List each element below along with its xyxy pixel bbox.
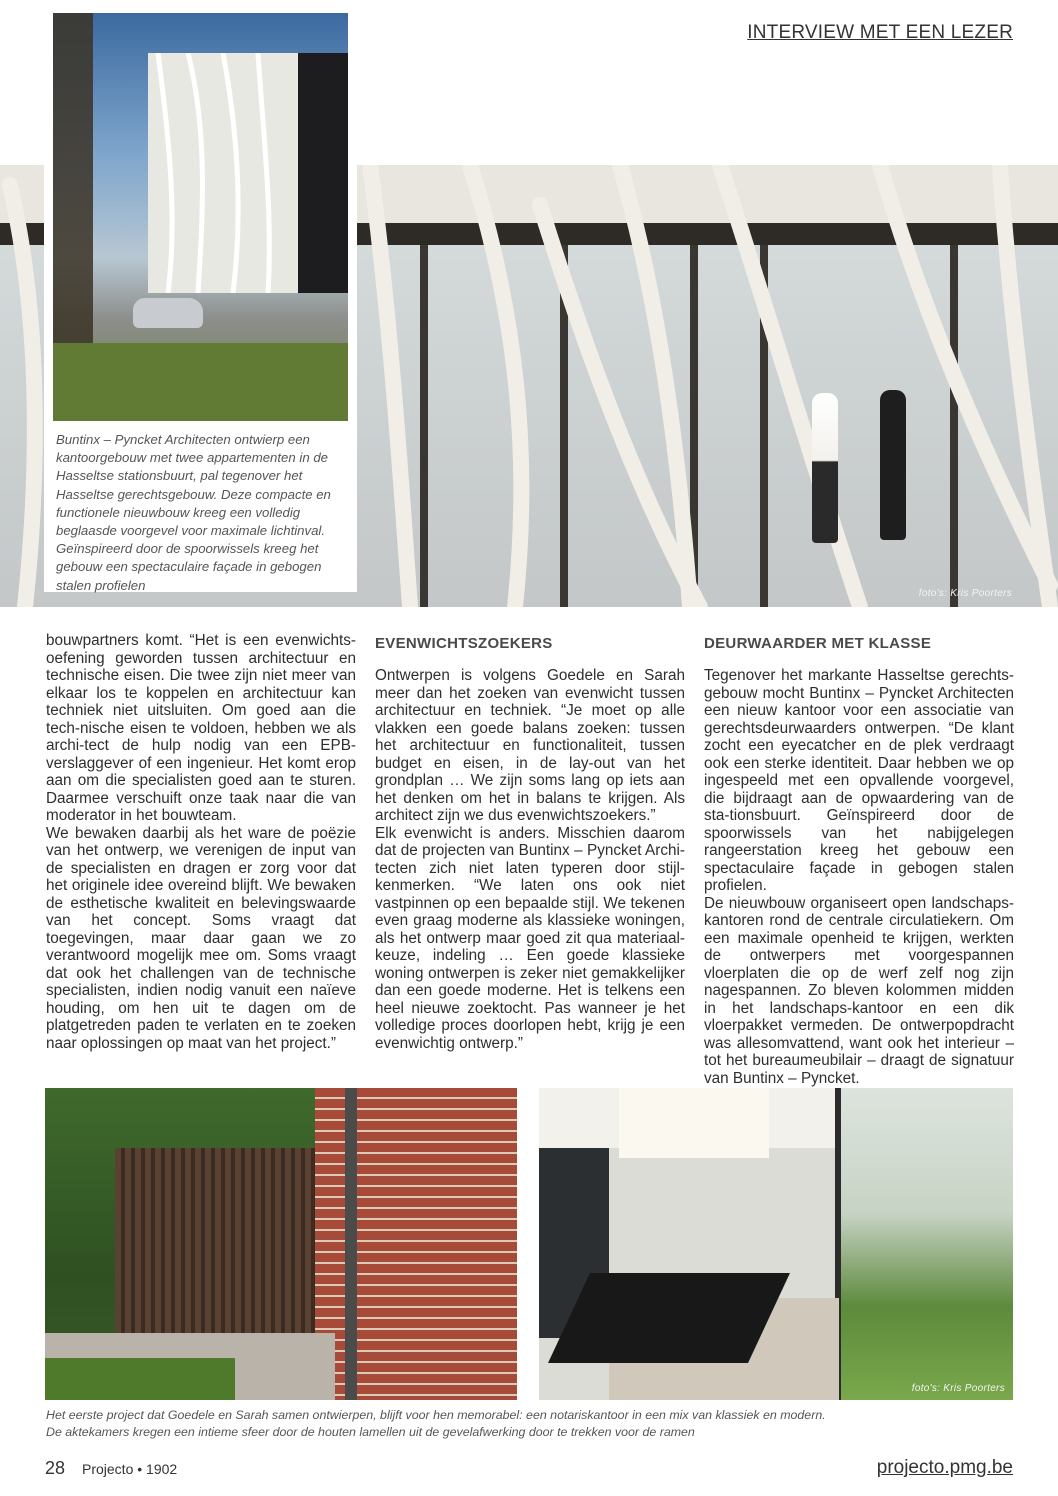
- facade-curved-profiles: [148, 53, 298, 293]
- page-number: 28: [45, 1458, 66, 1478]
- photo-credit: foto's: Kris Poorters: [911, 1383, 1005, 1394]
- section-heading: DEURWAARDER MET KLASSE: [704, 635, 932, 652]
- paragraph: Ontwerpen is volgens Goedele en Sarah meer dan het zoeken van evenwicht tussen architectuur en techniek. “Je moet op alle vlakken een goede balans zoeken: tussen het architectuur en functionaliteit, tussen budget en eisen, in de lay-out van het grondplan … We zijn soms lang op iets aan het denken om het in balans te krijgen. Als architect zijn we dus evenwichtszoekers.”: [375, 667, 685, 824]
- caption-line: Het eerste project dat Goedele en Sarah samen ontwierpen, blijft voor hen memorabel: een notariskantoor in een mix van klassiek en modern.: [46, 1408, 826, 1422]
- paragraph: bouwpartners komt. “Het is een evenwichts-oefening geworden tussen architectuur en technische eisen. Die twee zijn niet meer van elkaar los te koppelen en architectuur kan techniek niet uitsluiten. Om goed aan die tech-nische eisen te voldoen, hebben we als archi-tect de hulp nodig van een EPB-verslaggever of een ingenieur. Het komt erop aan om die specialisten goed aan te sturen. Daarmee verschuift onze taak naar die van moderator in het bouwteam.: [46, 632, 356, 824]
- caption-line: De aktekamers kregen een intieme sfeer door de houten lamellen uit de gevelafwerking door te trekken voor de ramen: [46, 1425, 695, 1439]
- magazine-issue: Projecto • 1902: [82, 1461, 178, 1477]
- hedge: [45, 1358, 235, 1400]
- paragraph: De nieuwbouw organiseert open landschaps-kantoren rond de centrale circulatiekern. Om een maximale openheid te krijgen, werkten de ontwerpers met voorgespannen vloerplaten die op de werf zelf nog zijn nagespannen. Zo bleven kolommen midden in het landschaps-kantoor en een dik vloerpakket vermeden. De ontwerpopdracht was allesomvattend, want ook het interieur – tot het bureaumeubilair – draagt de signatuur van Buntinx – Pyncket.: [704, 894, 1014, 1087]
- building-side: [298, 53, 348, 293]
- grass: [53, 343, 348, 421]
- section-heading: EVENWICHTSZOEKERS: [375, 635, 553, 652]
- inset-caption: Buntinx – Pyncket Architecten ontwierp een kantoorgebouw met twee appartementen in de Hasseltse stationsbuurt, pal tegenover het Hasseltse gerechtsgebouw. Deze compacte en functionele nieuwbouw kreeg een volledig beglaasde voorgevel voor maximale lichtinval. Geïnspireerd door de spoorwissels kreeg het gebouw een spectaculaire façade in gebogen stalen profielen: [56, 432, 331, 593]
- black-table: [548, 1273, 790, 1363]
- drainpipe: [345, 1088, 357, 1400]
- paragraph: We bewaken daarbij als het ware de poëzie van het ontwerp, we verenigen de input van de specialisten en dragen er zorg voor dat het originele idee overeind blijft. We bewaken de esthetische kwaliteit en belevingswaarde van het concept. Soms vraagt dat toegevingen, maar daar gaan we zo verantwoord mogelijk mee om. Soms vraagt dat ook het challengen van de technische specialisten, indien nodig vanuit een naïeve houding, om hen uit te dagen om de platgetreden paden te verlaten en te zoeken naar oplossingen op maat van het project.”: [46, 824, 356, 1052]
- garden-view-window: [839, 1088, 1013, 1400]
- article-column-2: [375, 635, 685, 1052]
- wooden-lamellae-wall: [115, 1148, 315, 1338]
- inset-building-photo: [53, 13, 348, 421]
- paragraph: Tegenover het markante Hasseltse gerechts-gebouw mocht Buntinx – Pyncket Architecten een nieuw kantoor voor een associatie van gerechtsdeurwaarders ontwerpen. “De klant zocht een eyecatcher en de plek verdraagt ook een sterke identiteit. Daar hebben we op ingespeeld met een opvallende voorgevel, die bijdraagt aan de opwaardering van de sta-tionsbuurt. Geïnspireerd door de spoorwissels van het nabijgelegen rangeerstation kreeg het gebouw een spectaculaire façade in gebogen stalen profielen.: [704, 667, 1014, 894]
- section-label: INTERVIEW MET EEN LEZER: [747, 22, 1013, 43]
- notary-interior-photo: [539, 1088, 1013, 1400]
- person-figure: [880, 390, 906, 540]
- paragraph: Elk evenwicht is anders. Misschien daarom dat de projecten van Buntinx – Pyncket Archi-tecten zich niet laten typeren door stijl-kenmerken. “We laten ons ook niet vastpinnen op een bepaalde stijl. We tekenen even graag moderne als klassieke woningen, als het ontwerp maar goed zit qua materiaal-keuze, indeling … Een goede klassieke woning ontwerpen is zeker niet gemakkelijker dan een goede moderne. Het is telkens een heel nieuwe zoektocht. Pas wanneer je het volledige proces doorlopen hebt, krijg je een evenwichtig ontwerp.”: [375, 824, 685, 1052]
- ceiling-light: [619, 1088, 769, 1158]
- bottom-photos-caption: [46, 1407, 1026, 1441]
- article-column-1: [46, 632, 356, 1052]
- person-figure: [812, 393, 838, 543]
- parked-car: [133, 298, 203, 328]
- photo-credit: foto's: Kris Poorters: [918, 588, 1012, 599]
- notary-exterior-photo: [45, 1088, 517, 1400]
- website-link[interactable]: projecto.pmg.be: [876, 1457, 1013, 1478]
- article-column-3: [704, 635, 1014, 1087]
